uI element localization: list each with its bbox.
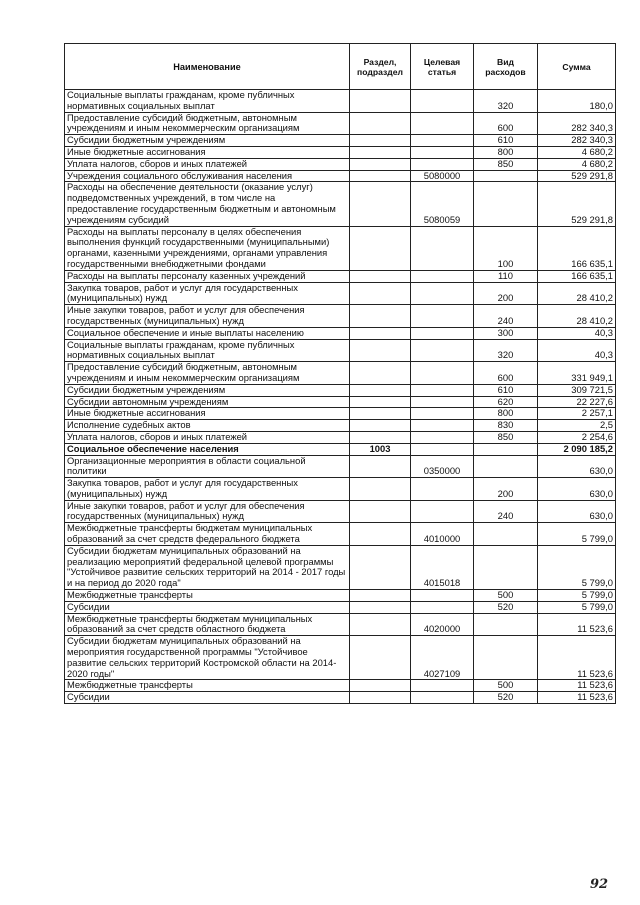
cell-sum: 4 680,2 (538, 146, 616, 158)
cell-article (411, 590, 474, 602)
cell-section (350, 455, 411, 478)
cell-name: Закупка товаров, работ и услуг для государственных (муниципальных) нужд (65, 478, 350, 501)
cell-sum: 2,5 (538, 420, 616, 432)
cell-sum: 630,0 (538, 500, 616, 523)
table-row (65, 692, 616, 704)
cell-article (411, 226, 474, 270)
cell-article (411, 420, 474, 432)
cell-name: Закупка товаров, работ и услуг для государственных (муниципальных) нужд (65, 282, 350, 305)
cell-section (350, 158, 411, 170)
cell-section (350, 431, 411, 443)
cell-name: Иные бюджетные ассигнования (65, 146, 350, 158)
cell-section (350, 613, 411, 636)
table-row (65, 327, 616, 339)
cell-section (350, 420, 411, 432)
cell-section (350, 384, 411, 396)
table-row (65, 590, 616, 602)
cell-section (350, 282, 411, 305)
cell-article (411, 408, 474, 420)
header-section: Раздел, подраздел (350, 44, 411, 90)
cell-name: Субсидии бюджетам муниципальных образований на мероприятия государственной программы "Устойчивое развитие сельских территорий Костромской области на 2014-2020 годы" (65, 636, 350, 680)
cell-article: 5080059 (411, 182, 474, 226)
cell-section (350, 500, 411, 523)
cell-name: Расходы на выплаты персоналу казенных учреждений (65, 270, 350, 282)
cell-article (411, 90, 474, 113)
table-row (65, 146, 616, 158)
cell-kind: 520 (474, 692, 538, 704)
cell-sum: 180,0 (538, 90, 616, 113)
cell-article (411, 270, 474, 282)
page-number: 92 (590, 877, 609, 892)
cell-section (350, 362, 411, 385)
cell-kind: 620 (474, 396, 538, 408)
cell-name: Социальное обеспечение населения (65, 443, 350, 455)
header-name: Наименование (65, 44, 350, 90)
cell-kind: 830 (474, 420, 538, 432)
cell-kind: 200 (474, 282, 538, 305)
cell-article (411, 384, 474, 396)
cell-kind: 500 (474, 590, 538, 602)
table-row (65, 443, 616, 455)
cell-kind: 320 (474, 90, 538, 113)
cell-article: 0350000 (411, 455, 474, 478)
table-row (65, 431, 616, 443)
table-row (65, 305, 616, 328)
table-row (65, 339, 616, 362)
cell-kind (474, 523, 538, 546)
cell-kind: 850 (474, 431, 538, 443)
table-row (65, 384, 616, 396)
table-row (65, 636, 616, 680)
cell-sum: 5 799,0 (538, 545, 616, 589)
cell-kind (474, 455, 538, 478)
cell-sum: 5 799,0 (538, 590, 616, 602)
cell-article (411, 339, 474, 362)
cell-sum: 11 523,6 (538, 613, 616, 636)
cell-section (350, 636, 411, 680)
table-row (65, 135, 616, 147)
cell-sum: 309 721,5 (538, 384, 616, 396)
table-row (65, 420, 616, 432)
cell-article (411, 112, 474, 135)
cell-name: Межбюджетные трансферты (65, 590, 350, 602)
cell-article (411, 362, 474, 385)
cell-sum: 11 523,6 (538, 680, 616, 692)
cell-kind: 300 (474, 327, 538, 339)
cell-sum: 630,0 (538, 478, 616, 501)
cell-name: Учреждения социального обслуживания населения (65, 170, 350, 182)
cell-sum: 166 635,1 (538, 226, 616, 270)
cell-name: Организационные мероприятия в области социальной политики (65, 455, 350, 478)
cell-name: Субсидии автономным учреждениям (65, 396, 350, 408)
cell-section (350, 112, 411, 135)
table-row (65, 158, 616, 170)
cell-name: Социальные выплаты гражданам, кроме публичных нормативных социальных выплат (65, 339, 350, 362)
table-row (65, 362, 616, 385)
cell-article (411, 680, 474, 692)
cell-sum: 28 410,2 (538, 282, 616, 305)
cell-section (350, 170, 411, 182)
cell-article (411, 431, 474, 443)
table-body (65, 90, 616, 704)
cell-name: Расходы на обеспечение деятельности (оказание услуг) подведомственных учреждений, в том числе на предоставление государственным бюджетным и автономным учреждениям субсидий (65, 182, 350, 226)
cell-article (411, 601, 474, 613)
cell-sum: 630,0 (538, 455, 616, 478)
cell-section (350, 478, 411, 501)
cell-sum: 5 799,0 (538, 601, 616, 613)
header-article: Целевая статья (411, 44, 474, 90)
cell-name: Уплата налогов, сборов и иных платежей (65, 431, 350, 443)
cell-kind: 200 (474, 478, 538, 501)
cell-kind: 850 (474, 158, 538, 170)
cell-section (350, 270, 411, 282)
cell-article (411, 158, 474, 170)
cell-kind: 600 (474, 112, 538, 135)
header-kind: Вид расходов (474, 44, 538, 90)
cell-article (411, 500, 474, 523)
cell-name: Предоставление субсидий бюджетным, автономным учреждениям и иным некоммерческим организациям (65, 112, 350, 135)
cell-article: 4020000 (411, 613, 474, 636)
cell-section (350, 408, 411, 420)
cell-article: 5080000 (411, 170, 474, 182)
cell-kind (474, 613, 538, 636)
table-row (65, 112, 616, 135)
cell-section (350, 339, 411, 362)
cell-section (350, 601, 411, 613)
cell-kind (474, 170, 538, 182)
cell-kind: 320 (474, 339, 538, 362)
table-row (65, 601, 616, 613)
cell-article (411, 305, 474, 328)
cell-kind: 520 (474, 601, 538, 613)
cell-name: Исполнение судебных актов (65, 420, 350, 432)
cell-article (411, 146, 474, 158)
cell-sum: 4 680,2 (538, 158, 616, 170)
table-row (65, 613, 616, 636)
cell-article: 4015018 (411, 545, 474, 589)
table-row (65, 545, 616, 589)
cell-section (350, 182, 411, 226)
cell-name: Субсидии (65, 601, 350, 613)
cell-article (411, 443, 474, 455)
cell-name: Социальное обеспечение и иные выплаты населению (65, 327, 350, 339)
cell-kind: 610 (474, 384, 538, 396)
cell-sum: 28 410,2 (538, 305, 616, 328)
cell-sum: 22 227,6 (538, 396, 616, 408)
cell-sum: 282 340,3 (538, 135, 616, 147)
cell-name: Иные бюджетные ассигнования (65, 408, 350, 420)
cell-sum: 40,3 (538, 339, 616, 362)
cell-article (411, 327, 474, 339)
header-sum: Сумма (538, 44, 616, 90)
cell-section (350, 692, 411, 704)
table-row (65, 500, 616, 523)
cell-name: Субсидии бюджетам муниципальных образований на реализацию мероприятий федеральной целевой программы "Устойчивое развитие сельских территорий на 2014 - 2017 годы и на период до 2020 года" (65, 545, 350, 589)
cell-kind (474, 545, 538, 589)
cell-name: Иные закупки товаров, работ и услуг для обеспечения государственных (муниципальных) нужд (65, 305, 350, 328)
cell-kind: 110 (474, 270, 538, 282)
cell-sum: 331 949,1 (538, 362, 616, 385)
cell-name: Субсидии бюджетным учреждениям (65, 135, 350, 147)
cell-section (350, 327, 411, 339)
cell-article: 4027109 (411, 636, 474, 680)
cell-section (350, 90, 411, 113)
table-row (65, 455, 616, 478)
cell-section (350, 305, 411, 328)
cell-article (411, 692, 474, 704)
cell-section (350, 146, 411, 158)
table-row (65, 396, 616, 408)
cell-sum: 40,3 (538, 327, 616, 339)
cell-sum: 166 635,1 (538, 270, 616, 282)
cell-sum: 282 340,3 (538, 112, 616, 135)
cell-name: Субсидии бюджетным учреждениям (65, 384, 350, 396)
cell-kind (474, 182, 538, 226)
cell-section (350, 680, 411, 692)
table-row (65, 408, 616, 420)
table-row (65, 270, 616, 282)
cell-sum: 2 090 185,2 (538, 443, 616, 455)
cell-article (411, 282, 474, 305)
cell-section (350, 135, 411, 147)
cell-kind: 610 (474, 135, 538, 147)
cell-sum: 11 523,6 (538, 636, 616, 680)
cell-section: 1003 (350, 443, 411, 455)
table-row (65, 680, 616, 692)
cell-sum: 5 799,0 (538, 523, 616, 546)
cell-name: Межбюджетные трансферты бюджетам муниципальных образований за счет средств областного бюджета (65, 613, 350, 636)
cell-section (350, 226, 411, 270)
cell-name: Иные закупки товаров, работ и услуг для обеспечения государственных (муниципальных) нужд (65, 500, 350, 523)
cell-sum: 11 523,6 (538, 692, 616, 704)
cell-name: Межбюджетные трансферты бюджетам муниципальных образований за счет средств федерального бюджета (65, 523, 350, 546)
table-header-row (65, 44, 616, 90)
table-row (65, 282, 616, 305)
cell-name: Межбюджетные трансферты (65, 680, 350, 692)
table-row (65, 90, 616, 113)
budget-table (64, 43, 616, 704)
table-row (65, 226, 616, 270)
cell-name: Уплата налогов, сборов и иных платежей (65, 158, 350, 170)
cell-section (350, 396, 411, 408)
cell-kind: 240 (474, 305, 538, 328)
cell-kind: 800 (474, 146, 538, 158)
cell-kind: 500 (474, 680, 538, 692)
cell-article (411, 396, 474, 408)
cell-name: Расходы на выплаты персоналу в целях обеспечения выполнения функций государственными (муниципальными) органами, казенными учреждениями, органами управления государственными внебюджетными фондами (65, 226, 350, 270)
cell-kind: 100 (474, 226, 538, 270)
cell-kind (474, 636, 538, 680)
cell-section (350, 590, 411, 602)
cell-article (411, 135, 474, 147)
cell-article: 4010000 (411, 523, 474, 546)
cell-name: Социальные выплаты гражданам, кроме публичных нормативных социальных выплат (65, 90, 350, 113)
cell-sum: 2 254,6 (538, 431, 616, 443)
cell-kind: 600 (474, 362, 538, 385)
cell-kind: 800 (474, 408, 538, 420)
table-row (65, 523, 616, 546)
cell-sum: 529 291,8 (538, 170, 616, 182)
table-row (65, 182, 616, 226)
table-row (65, 478, 616, 501)
cell-kind: 240 (474, 500, 538, 523)
cell-sum: 529 291,8 (538, 182, 616, 226)
cell-section (350, 523, 411, 546)
cell-section (350, 545, 411, 589)
table-row (65, 170, 616, 182)
cell-name: Субсидии (65, 692, 350, 704)
cell-sum: 2 257,1 (538, 408, 616, 420)
cell-article (411, 478, 474, 501)
cell-kind (474, 443, 538, 455)
cell-name: Предоставление субсидий бюджетным, автономным учреждениям и иным некоммерческим организациям (65, 362, 350, 385)
